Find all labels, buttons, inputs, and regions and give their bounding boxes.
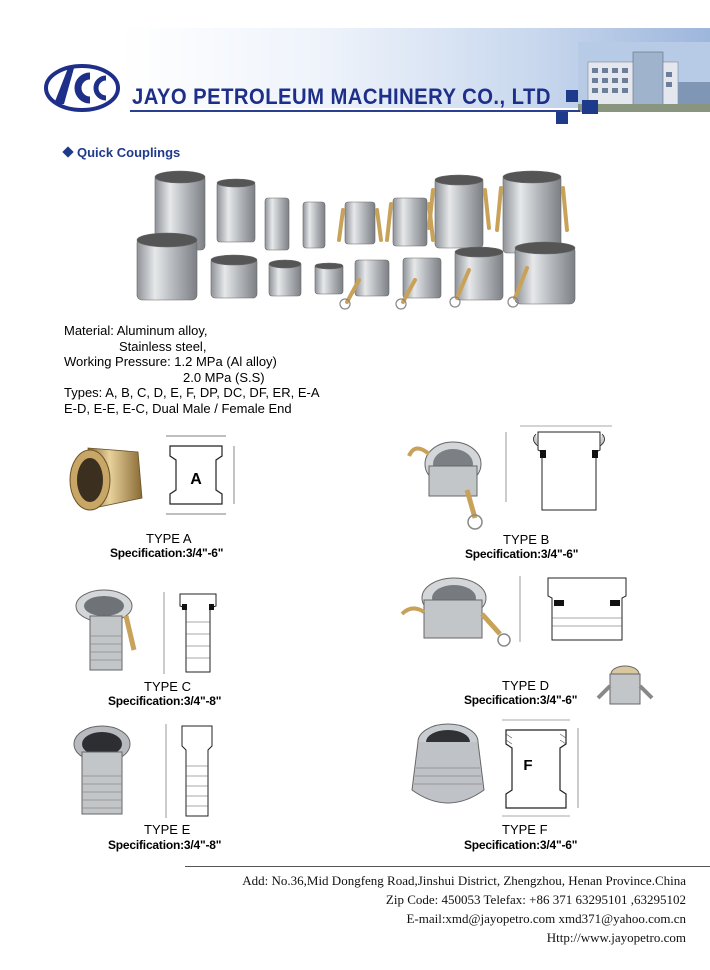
types-line: Types: A, B, C, D, E, F, DP, DC, DF, ER, E-A: [64, 385, 320, 400]
company-name: JAYO PETROLEUM MACHINERY CO., LTD: [132, 84, 551, 109]
type-e-label: TYPE E: [144, 822, 191, 837]
product-type-f: [400, 714, 690, 859]
type-a-drawing-letter: A: [190, 471, 202, 488]
types-line-2: E-D, E-E, E-C, Dual Male / Female End: [64, 400, 292, 416]
footer-phone: Zip Code: 450053 Telefax: +86 371 63295101 ,63295102: [385, 892, 686, 907]
type-f-drawing: [492, 714, 588, 822]
company-logo-icon: [44, 56, 120, 120]
pressure-line: Working Pressure: 1.2 MPa (Al alloy): [64, 354, 277, 369]
product-type-e: [60, 714, 320, 859]
type-a-spec: Specification:3/4"-6": [110, 546, 224, 560]
decor-square: [556, 112, 568, 124]
page-header: [0, 28, 710, 128]
type-c-spec: Specification:3/4"-8": [108, 694, 222, 708]
type-c-label: TYPE C: [144, 679, 191, 694]
footer-divider: [185, 866, 710, 867]
type-b-spec: Specification:3/4"-6": [465, 547, 579, 561]
type-d-spec: Specification:3/4"-6": [464, 693, 578, 707]
product-type-b: [405, 422, 675, 562]
decor-square: [566, 90, 578, 102]
product-type-c: [60, 582, 320, 712]
product-group-photo: [135, 170, 585, 310]
type-f-photo: [404, 720, 494, 816]
header-underline: [130, 110, 580, 112]
type-b-photo: [405, 432, 495, 532]
material-line-2: Stainless steel,: [119, 338, 207, 354]
type-a-label: TYPE A: [146, 531, 192, 546]
product-type-a: [60, 430, 310, 570]
section-title: Quick Couplings: [64, 145, 180, 160]
diamond-bullet-icon: [62, 146, 73, 157]
type-f-label: TYPE F: [502, 822, 548, 837]
type-e-spec: Specification:3/4"-8": [108, 838, 222, 852]
type-f-spec: Specification:3/4"-6": [464, 838, 578, 852]
contact-footer: [242, 871, 686, 947]
type-f-drawing-letter: F: [523, 757, 533, 774]
type-a-drawing: [156, 430, 238, 520]
pressure-line-2: 2.0 MPa (S.S): [183, 369, 265, 385]
footer-address: Add: No.36,Mid Dongfeng Road,Jinshui District, Zhengzhou, Henan Province.China: [242, 873, 686, 888]
type-e-photo: [68, 720, 140, 820]
type-b-drawing: [500, 422, 620, 522]
product-type-d: [400, 570, 690, 720]
footer-website[interactable]: Http://www.jayopetro.com: [546, 930, 686, 945]
type-d-small-photo: [596, 662, 654, 716]
type-d-label: TYPE D: [502, 678, 549, 693]
type-c-photo: [68, 586, 144, 678]
type-d-photo: [400, 574, 512, 660]
decor-square: [582, 100, 598, 114]
material-line: Material: Aluminum alloy,: [64, 323, 208, 338]
type-c-drawing: [156, 582, 228, 682]
material-specs: [64, 323, 320, 416]
type-a-photo: [68, 438, 144, 518]
type-d-drawing: [514, 570, 642, 650]
footer-email[interactable]: E-mail:xmd@jayopetro.com xmd371@yahoo.com.cn: [406, 911, 686, 926]
type-e-drawing: [156, 716, 228, 826]
type-b-label: TYPE B: [503, 532, 550, 547]
